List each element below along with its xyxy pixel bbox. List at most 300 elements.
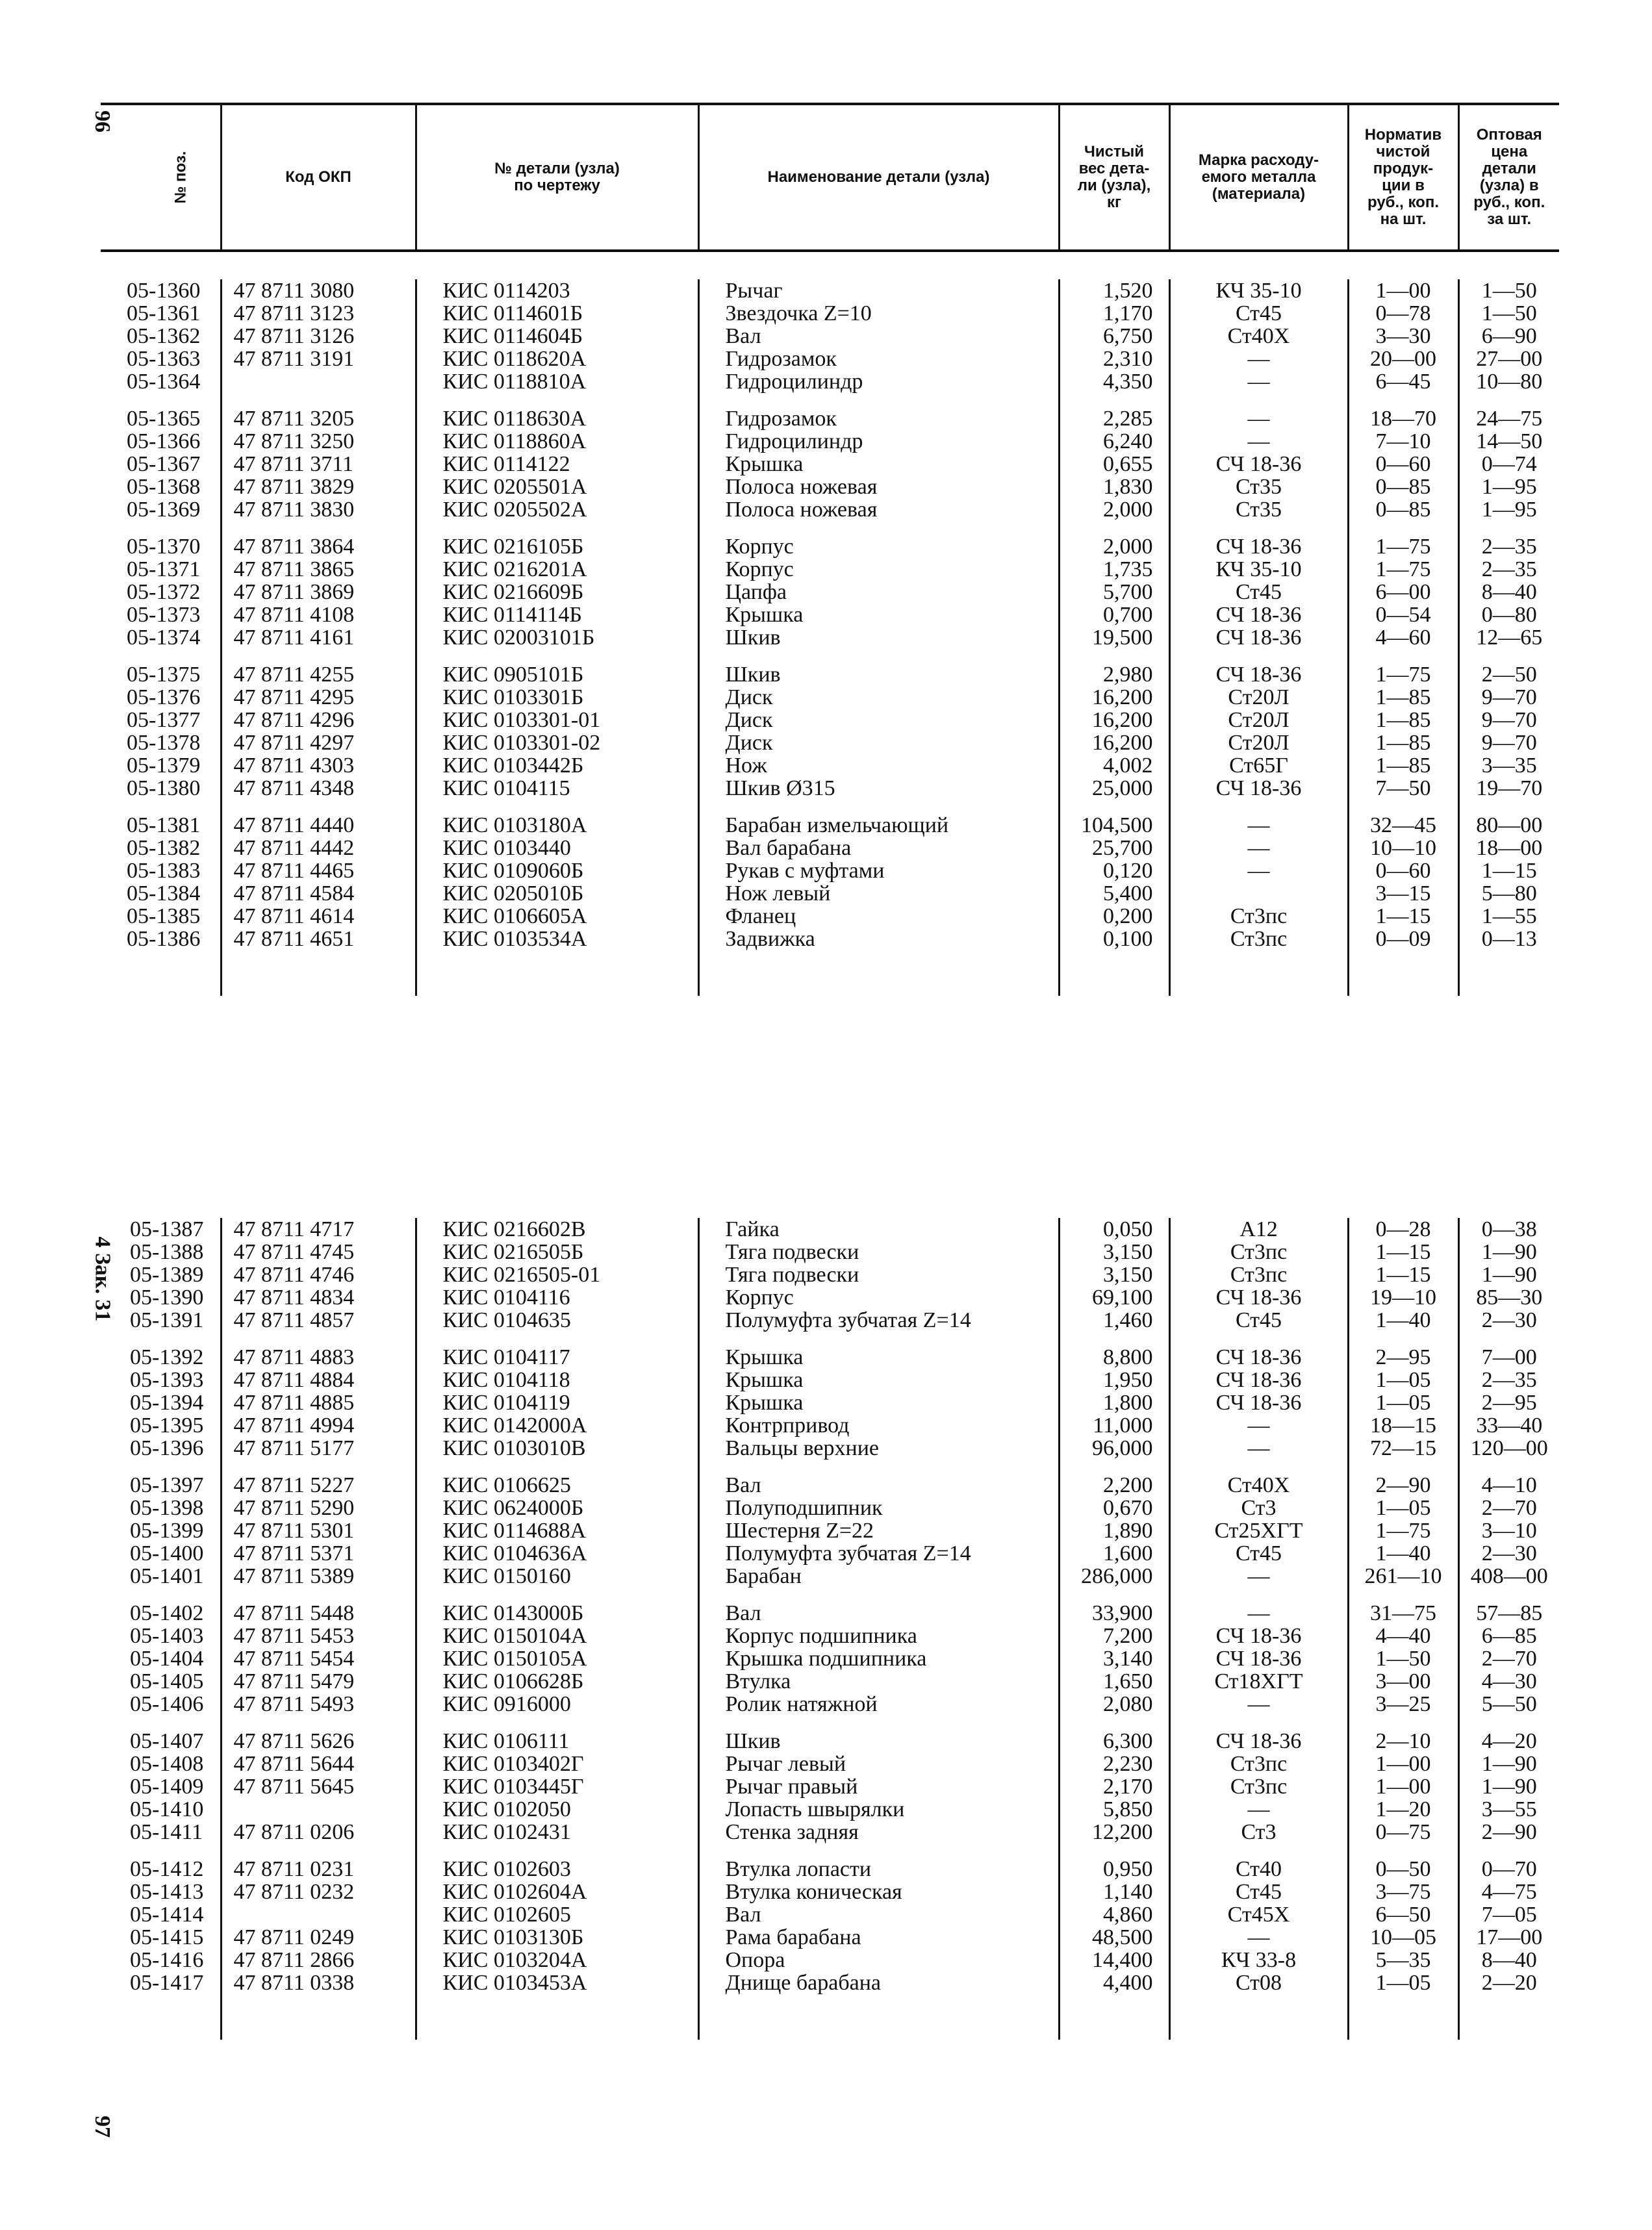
part-position: 05-1386 (101, 928, 221, 950)
part-name: Стенка задняя (698, 1821, 1059, 1844)
group-spacer (104, 1332, 1559, 1346)
okp-code (221, 1903, 416, 1926)
okp-code: 47 8711 4651 (221, 928, 416, 950)
wholesale-price: 19—70 (1476, 776, 1543, 800)
production-norm: 3—30 (1348, 325, 1458, 348)
material-grade: КЧ 35-10 (1169, 279, 1348, 302)
spacer-cell (1059, 521, 1169, 535)
part-position: 05-1366 (101, 430, 221, 453)
spacer-cell (698, 800, 1059, 814)
part-position: 05-1393 (104, 1369, 221, 1391)
material-grade: — (1169, 859, 1348, 882)
okp-code: 47 8711 5479 (221, 1670, 416, 1693)
okp-code: 47 8711 0232 (221, 1881, 416, 1903)
net-weight: 0,950 (1059, 1858, 1169, 1881)
spacer-cell (1169, 649, 1348, 663)
production-norm: 3—15 (1348, 882, 1458, 905)
okp-code: 47 8711 3191 (221, 348, 416, 370)
wholesale-price: 7—00 (1481, 1345, 1537, 1369)
spacer-cell (698, 521, 1059, 535)
production-norm: 10—10 (1348, 837, 1458, 859)
table-row (101, 731, 1559, 754)
header-material-line: (материала) (1212, 185, 1306, 203)
part-name: Втулка (698, 1670, 1059, 1693)
okp-code: 47 8711 4297 (221, 731, 416, 754)
table-row (101, 581, 1559, 603)
part-position: 05-1398 (104, 1497, 221, 1519)
header-material-line: емого металла (1201, 168, 1316, 186)
net-weight: 1,520 (1059, 279, 1169, 302)
bottom-page-number: 97 (90, 2116, 114, 2138)
side-note: 4 Зак. 31 (90, 1236, 115, 1322)
part-name: Крышка (698, 1391, 1059, 1414)
header-norm-line: ции в (1382, 177, 1425, 194)
table-row (104, 1753, 1559, 1775)
part-position: 05-1388 (104, 1241, 221, 1263)
part-position: 05-1397 (104, 1474, 221, 1497)
okp-code: 47 8711 5227 (221, 1474, 416, 1497)
production-norm: 1—00 (1348, 1753, 1458, 1775)
material-grade: КЧ 35-10 (1169, 558, 1348, 581)
spacer-cell (104, 1460, 221, 1474)
part-name: Втулка лопасти (698, 1858, 1059, 1881)
spacer-cell (1348, 800, 1458, 814)
okp-code: 47 8711 4296 (221, 709, 416, 731)
part-name: Рычаг левый (698, 1753, 1059, 1775)
detail-number: КИС 0103453А (416, 1971, 698, 1994)
spacer-cell (1348, 1716, 1458, 1730)
production-norm: 5—35 (1348, 1949, 1458, 1971)
okp-code: 47 8711 4442 (221, 837, 416, 859)
net-weight: 16,200 (1059, 731, 1169, 754)
material-grade: Ст45 (1169, 581, 1348, 603)
part-position: 05-1416 (104, 1949, 221, 1971)
spacer-cell (416, 1844, 698, 1858)
production-norm: 1—75 (1348, 1519, 1458, 1542)
wholesale-price: 2—90 (1481, 1820, 1537, 1844)
part-position: 05-1376 (101, 686, 221, 709)
group-spacer (101, 800, 1559, 814)
spacer-cell (104, 1994, 221, 2040)
production-norm: 1—75 (1348, 535, 1458, 558)
net-weight: 5,700 (1059, 581, 1169, 603)
spacer-cell (1059, 393, 1169, 407)
table-row (101, 709, 1559, 731)
production-norm: 19—10 (1348, 1286, 1458, 1309)
part-name: Гидроцилиндр (698, 370, 1059, 393)
wholesale-price: 1—90 (1481, 1263, 1537, 1287)
part-name: Нож (698, 754, 1059, 777)
spacer-cell (416, 950, 698, 996)
header-norm-line: продук- (1373, 160, 1434, 177)
spacer-cell (1348, 393, 1458, 407)
spacer-cell (1169, 1588, 1348, 1602)
detail-number: КИС 0109060Б (416, 859, 698, 882)
spacer-cell (1458, 1588, 1559, 1602)
table-row (104, 1497, 1559, 1519)
table-row (104, 1775, 1559, 1798)
okp-code: 47 8711 3869 (221, 581, 416, 603)
wholesale-price: 7—05 (1481, 1903, 1537, 1927)
part-name: Полоса ножевая (698, 498, 1059, 521)
part-name: Опора (698, 1949, 1059, 1971)
net-weight: 3,140 (1059, 1647, 1169, 1670)
production-norm: 1—05 (1348, 1971, 1458, 1994)
production-norm: 0—85 (1348, 498, 1458, 521)
okp-code: 47 8711 4584 (221, 882, 416, 905)
table-row (104, 1926, 1559, 1949)
production-norm: 6—00 (1348, 581, 1458, 603)
spacer-cell (698, 1332, 1059, 1346)
table-row (101, 430, 1559, 453)
net-weight: 4,002 (1059, 754, 1169, 777)
table-row (104, 1971, 1559, 1994)
okp-code: 47 8711 4161 (221, 626, 416, 649)
wholesale-price: 2—70 (1481, 1496, 1537, 1520)
spacer-cell (698, 1716, 1059, 1730)
wholesale-price: 6—90 (1481, 324, 1537, 348)
spacer-cell (416, 1994, 698, 2040)
okp-code: 47 8711 5290 (221, 1497, 416, 1519)
header-name-label: Наименование детали (узла) (767, 168, 990, 186)
detail-number: КИС 0102605 (416, 1903, 698, 1926)
net-weight: 0,700 (1059, 603, 1169, 626)
material-grade: Ст45 (1169, 302, 1348, 325)
part-name: Вал (698, 1602, 1059, 1625)
table-row (104, 1602, 1559, 1625)
okp-code: 47 8711 4885 (221, 1391, 416, 1414)
detail-number: КИС 0104116 (416, 1286, 698, 1309)
part-name: Тяга подвески (698, 1263, 1059, 1286)
net-weight: 5,850 (1059, 1798, 1169, 1821)
part-position: 05-1414 (104, 1903, 221, 1926)
net-weight: 2,200 (1059, 1474, 1169, 1497)
detail-number: КИС 0103301Б (416, 686, 698, 709)
part-name: Шкив (698, 663, 1059, 686)
material-grade: Ст08 (1169, 1971, 1348, 1994)
wholesale-price: 4—20 (1481, 1729, 1537, 1753)
table-row (101, 686, 1559, 709)
spacer-cell (1169, 1844, 1348, 1858)
detail-number: КИС 0103534А (416, 928, 698, 950)
wholesale-price: 8—40 (1481, 580, 1537, 604)
material-grade: Ст40Х (1169, 325, 1348, 348)
part-name: Лопасть швырялки (698, 1798, 1059, 1821)
detail-number: КИС 0216505-01 (416, 1263, 698, 1286)
part-position: 05-1411 (104, 1821, 221, 1844)
net-weight: 0,200 (1059, 905, 1169, 928)
spacer-cell (1169, 950, 1348, 996)
spacer-cell (104, 1844, 221, 1858)
detail-number: КИС 0216105Б (416, 535, 698, 558)
material-grade: — (1169, 837, 1348, 859)
net-weight: 1,600 (1059, 1542, 1169, 1565)
header-weight (1059, 104, 1169, 251)
part-name: Рычаг (698, 279, 1059, 302)
part-position: 05-1372 (101, 581, 221, 603)
wholesale-price: 8—40 (1481, 1948, 1537, 1972)
production-norm: 2—10 (1348, 1730, 1458, 1753)
part-name: Крышка (698, 453, 1059, 475)
okp-code: 47 8711 3250 (221, 430, 416, 453)
detail-number: КИС 0114203 (416, 279, 698, 302)
okp-code: 47 8711 5626 (221, 1730, 416, 1753)
spacer-cell (416, 521, 698, 535)
part-position: 05-1405 (104, 1670, 221, 1693)
net-weight: 2,170 (1059, 1775, 1169, 1798)
production-norm: 31—75 (1348, 1602, 1458, 1625)
detail-number: КИС 0103204А (416, 1949, 698, 1971)
net-weight: 25,700 (1059, 837, 1169, 859)
net-weight: 19,500 (1059, 626, 1169, 649)
part-position: 05-1379 (101, 754, 221, 777)
table-row (101, 453, 1559, 475)
group-spacer (101, 521, 1559, 535)
okp-code (221, 370, 416, 393)
material-grade: Ст45 (1169, 1542, 1348, 1565)
detail-number: КИС 0216505Б (416, 1241, 698, 1263)
okp-code: 47 8711 3711 (221, 453, 416, 475)
production-norm: 3—00 (1348, 1670, 1458, 1693)
detail-number: КИС 0104119 (416, 1391, 698, 1414)
spacer-cell (1458, 1460, 1559, 1474)
part-position: 05-1375 (101, 663, 221, 686)
wholesale-price: 3—35 (1481, 754, 1537, 778)
okp-code: 47 8711 3126 (221, 325, 416, 348)
part-position: 05-1368 (101, 475, 221, 498)
production-norm: 1—05 (1348, 1391, 1458, 1414)
part-position: 05-1415 (104, 1926, 221, 1949)
wholesale-price: 18—00 (1476, 836, 1543, 860)
production-norm: 0—75 (1348, 1821, 1458, 1844)
net-weight: 2,285 (1059, 407, 1169, 430)
production-norm: 1—40 (1348, 1542, 1458, 1565)
header-material-line: Марка расходу- (1198, 151, 1319, 169)
detail-number: КИС 0102603 (416, 1858, 698, 1881)
detail-number: КИС 0102050 (416, 1798, 698, 1821)
okp-code: 47 8711 2866 (221, 1949, 416, 1971)
production-norm: 0—09 (1348, 928, 1458, 950)
table-row (104, 1241, 1559, 1263)
spacer-cell (1348, 521, 1458, 535)
wholesale-price: 9—70 (1481, 685, 1537, 709)
detail-number: КИС 0104635 (416, 1309, 698, 1332)
material-grade: СЧ 18-36 (1169, 1625, 1348, 1647)
table-row (104, 1218, 1559, 1241)
header-name (698, 104, 1059, 251)
material-grade: СЧ 18-36 (1169, 535, 1348, 558)
okp-code: 47 8711 0231 (221, 1858, 416, 1881)
detail-number: КИС 0205501А (416, 475, 698, 498)
part-name: Рама барабана (698, 1926, 1059, 1949)
header-price-line: руб., коп. (1473, 194, 1545, 211)
header-weight-line: кг (1106, 194, 1121, 211)
material-grade: СЧ 18-36 (1169, 663, 1348, 686)
header-detail (416, 104, 698, 251)
material-grade: Ст3пс (1169, 1753, 1348, 1775)
part-position: 05-1395 (104, 1414, 221, 1437)
wholesale-price: 1—90 (1481, 1240, 1537, 1264)
part-position: 05-1369 (101, 498, 221, 521)
column-rule-filler (101, 950, 1559, 996)
part-position: 05-1364 (101, 370, 221, 393)
production-norm: 2—95 (1348, 1346, 1458, 1369)
wholesale-price: 0—70 (1481, 1857, 1537, 1881)
spacer-cell (221, 1716, 416, 1730)
spacer-cell (416, 393, 698, 407)
wholesale-price: 408—00 (1470, 1564, 1548, 1588)
column-header (101, 103, 1559, 252)
wholesale-price: 5—80 (1481, 881, 1537, 906)
production-norm: 6—45 (1348, 370, 1458, 393)
spacer-cell (1059, 1332, 1169, 1346)
part-position: 05-1410 (104, 1798, 221, 1821)
part-name: Вал (698, 325, 1059, 348)
part-name: Контрпривод (698, 1414, 1059, 1437)
wholesale-price: 4—30 (1481, 1669, 1537, 1693)
production-norm: 1—50 (1348, 1647, 1458, 1670)
detail-number: КИС 0103445Г (416, 1775, 698, 1798)
spacer-cell (1169, 1994, 1348, 2040)
part-name: Барабан измельчающий (698, 814, 1059, 837)
material-grade: СЧ 18-36 (1169, 1391, 1348, 1414)
net-weight: 3,150 (1059, 1241, 1169, 1263)
okp-code: 47 8711 3205 (221, 407, 416, 430)
okp-code: 47 8711 3080 (221, 279, 416, 302)
spacer-cell (698, 649, 1059, 663)
production-norm: 7—10 (1348, 430, 1458, 453)
spacer-cell (101, 950, 221, 996)
header-price-line: Оптовая (1476, 126, 1542, 144)
okp-code: 47 8711 4348 (221, 777, 416, 800)
spacer-cell (1458, 393, 1559, 407)
header-weight-line: ли (узла), (1077, 177, 1151, 194)
table-row (104, 1798, 1559, 1821)
net-weight: 25,000 (1059, 777, 1169, 800)
part-name: Полумуфта зубчатая Z=14 (698, 1309, 1059, 1332)
wholesale-price: 3—55 (1481, 1797, 1537, 1821)
table-row (101, 302, 1559, 325)
net-weight: 16,200 (1059, 686, 1169, 709)
okp-code: 47 8711 5371 (221, 1542, 416, 1565)
material-grade: — (1169, 1414, 1348, 1437)
production-norm: 1—15 (1348, 905, 1458, 928)
spacer-cell (698, 1994, 1059, 2040)
wholesale-price: 2—20 (1481, 1971, 1537, 1995)
spacer-cell (416, 649, 698, 663)
detail-number: КИС 0102604А (416, 1881, 698, 1903)
material-grade: Ст40 (1169, 1858, 1348, 1881)
table-row (104, 1670, 1559, 1693)
material-grade: — (1169, 430, 1348, 453)
part-name: Крышка (698, 1369, 1059, 1391)
part-name: Фланец (698, 905, 1059, 928)
table-row (104, 1263, 1559, 1286)
production-norm: 0—85 (1348, 475, 1458, 498)
table-row (101, 905, 1559, 928)
spacer-cell (101, 521, 221, 535)
material-grade: Ст3пс (1169, 1263, 1348, 1286)
production-norm: 1—00 (1348, 279, 1458, 302)
table-row (104, 1391, 1559, 1414)
table-row (104, 1474, 1559, 1497)
spacer-cell (101, 800, 221, 814)
net-weight: 4,400 (1059, 1971, 1169, 1994)
detail-number: КИС 0106111 (416, 1730, 698, 1753)
spacer-cell (221, 1332, 416, 1346)
okp-code: 47 8711 5644 (221, 1753, 416, 1775)
part-name: Шкив (698, 1730, 1059, 1753)
part-name: Крышка подшипника (698, 1647, 1059, 1670)
top-parts-table (101, 279, 1559, 996)
spacer-cell (1169, 1332, 1348, 1346)
wholesale-price: 1—50 (1481, 279, 1537, 303)
detail-number: КИС 0103440 (416, 837, 698, 859)
production-norm: 18—70 (1348, 407, 1458, 430)
spacer-cell (104, 1332, 221, 1346)
production-norm: 1—85 (1348, 731, 1458, 754)
part-position: 05-1383 (101, 859, 221, 882)
okp-code: 47 8711 4303 (221, 754, 416, 777)
detail-number: КИС 0103402Г (416, 1753, 698, 1775)
detail-number: КИС 0104636А (416, 1542, 698, 1565)
table-row (101, 626, 1559, 649)
net-weight: 6,750 (1059, 325, 1169, 348)
spacer-cell (698, 1588, 1059, 1602)
spacer-cell (698, 1460, 1059, 1474)
spacer-cell (101, 649, 221, 663)
material-grade: Ст45Х (1169, 1903, 1348, 1926)
net-weight: 0,100 (1059, 928, 1169, 950)
okp-code: 47 8711 5389 (221, 1565, 416, 1588)
production-norm: 1—75 (1348, 663, 1458, 686)
spacer-cell (1458, 800, 1559, 814)
part-name: Нож левый (698, 882, 1059, 905)
part-position: 05-1374 (101, 626, 221, 649)
part-position: 05-1406 (104, 1693, 221, 1716)
wholesale-price: 12—65 (1476, 626, 1543, 650)
spacer-cell (1348, 950, 1458, 996)
production-norm: 0—28 (1348, 1218, 1458, 1241)
net-weight: 2,080 (1059, 1693, 1169, 1716)
detail-number: КИС 0114601Б (416, 302, 698, 325)
net-weight: 48,500 (1059, 1926, 1169, 1949)
part-position: 05-1377 (101, 709, 221, 731)
okp-code: 47 8711 4883 (221, 1346, 416, 1369)
detail-number: КИС 0205502А (416, 498, 698, 521)
table-row (101, 558, 1559, 581)
part-name: Днище барабана (698, 1971, 1059, 1994)
part-position: 05-1365 (101, 407, 221, 430)
wholesale-price: 2—30 (1481, 1308, 1537, 1332)
net-weight: 5,400 (1059, 882, 1169, 905)
net-weight: 0,670 (1059, 1497, 1169, 1519)
okp-code: 47 8711 4717 (221, 1218, 416, 1241)
okp-code: 47 8711 3829 (221, 475, 416, 498)
material-grade: А12 (1169, 1218, 1348, 1241)
detail-number: КИС 0106625 (416, 1474, 698, 1497)
wholesale-price: 0—38 (1481, 1217, 1537, 1241)
production-norm: 1—15 (1348, 1263, 1458, 1286)
net-weight: 4,350 (1059, 370, 1169, 393)
material-grade: СЧ 18-36 (1169, 603, 1348, 626)
okp-code: 47 8711 0206 (221, 1821, 416, 1844)
net-weight: 8,800 (1059, 1346, 1169, 1369)
wholesale-price: 2—30 (1481, 1541, 1537, 1565)
wholesale-price: 27—00 (1476, 347, 1543, 371)
wholesale-price: 1—95 (1481, 475, 1537, 499)
material-grade: Ст3 (1169, 1497, 1348, 1519)
